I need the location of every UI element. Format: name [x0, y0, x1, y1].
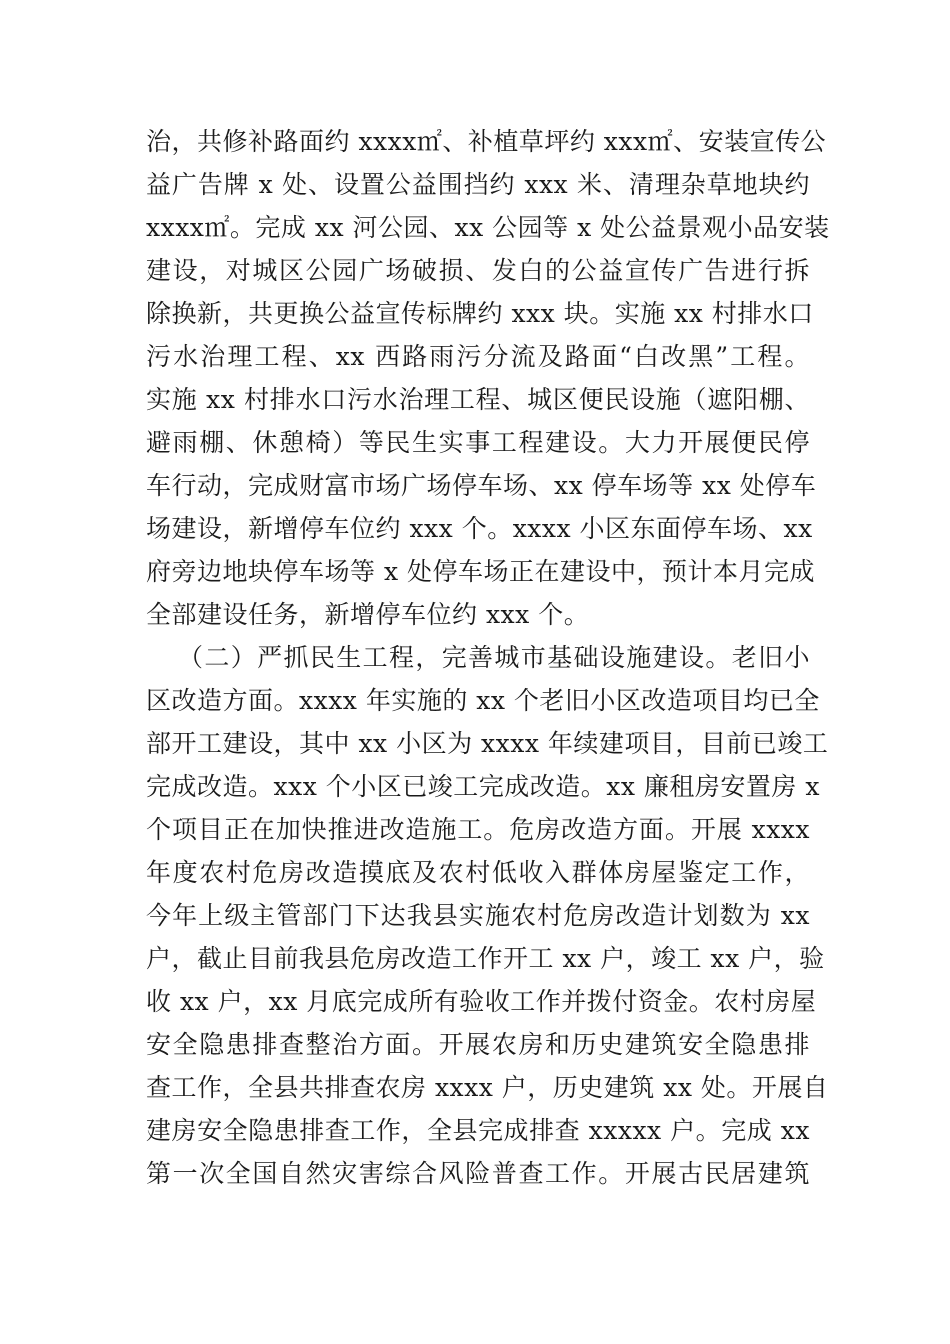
text-line: 避雨棚、休憩椅）等民生实事工程建设。大力开展便民停 — [146, 428, 810, 457]
text-line: 今年上级主管部门下达我县实施农村危房改造计划数为 xx — [146, 901, 810, 930]
text-line: 污水治理工程、xx 西路雨污分流及路面“白改黑”工程。 — [146, 342, 810, 371]
text-line: 建房安全隐患排查工作，全县完成排查 xxxxx 户。完成 xx — [146, 1116, 810, 1145]
text-line: 区改造方面。xxxx 年实施的 xx 个老旧小区改造项目均已全 — [146, 686, 820, 715]
text-line: 个项目正在加快推进改造施工。危房改造方面。开展 xxxx — [146, 815, 810, 844]
text-line: 除换新，共更换公益宣传标牌约 xxx 块。实施 xx 村排水口 — [146, 299, 814, 328]
text-line: 场建设，新增停车位约 xxx 个。xxxx 小区东面停车场、xx — [146, 514, 813, 543]
text-line: 治，共修补路面约 xxxx㎡、补植草坪约 xxx㎡、安装宣传公 — [146, 127, 827, 156]
text-line: 户，截止目前我县危房改造工作开工 xx 户，竣工 xx 户，验 — [146, 944, 825, 973]
text-line: 府旁边地块停车场等 x 处停车场正在建设中，预计本月完成 — [146, 557, 815, 586]
text-line: 部开工建设，其中 xx 小区为 xxxx 年续建项目，目前已竣工 — [146, 729, 829, 758]
text-line: 建设，对城区公园广场破损、发白的公益宣传广告进行拆 — [146, 256, 810, 285]
text-line: 益广告牌 x 处、设置公益围挡约 xxx 米、清理杂草地块约 — [146, 170, 810, 199]
text-line: 查工作，全县共排查农房 xxxx 户，历史建筑 xx 处。开展自 — [146, 1073, 829, 1102]
section-heading-line: （二）严抓民生工程，完善城市基础设施建设。老旧小 — [178, 643, 810, 672]
text-line: 收 xx 户，xx 月底完成所有验收工作并拨付资金。农村房屋 — [146, 987, 817, 1016]
text-line: xxxx㎡。完成 xx 河公园、xx 公园等 x 处公益景观小品安装 — [146, 213, 830, 242]
text-line: 车行动，完成财富市场广场停车场、xx 停车场等 xx 处停车 — [146, 471, 817, 500]
text-line: 实施 xx 村排水口污水治理工程、城区便民设施（遮阳棚、 — [146, 385, 810, 414]
text-line: 第一次全国自然灾害综合风险普查工作。开展古民居建筑 — [146, 1159, 810, 1188]
text-line: 完成改造。xxx 个小区已竣工完成改造。xx 廉租房安置房 x — [146, 772, 820, 801]
text-line: 全部建设任务，新增停车位约 xxx 个。 — [146, 600, 590, 629]
text-line: 安全隐患排查整治方面。开展农房和历史建筑安全隐患排 — [146, 1030, 810, 1059]
text-line: 年度农村危房改造摸底及农村低收入群体房屋鉴定工作， — [146, 858, 810, 887]
